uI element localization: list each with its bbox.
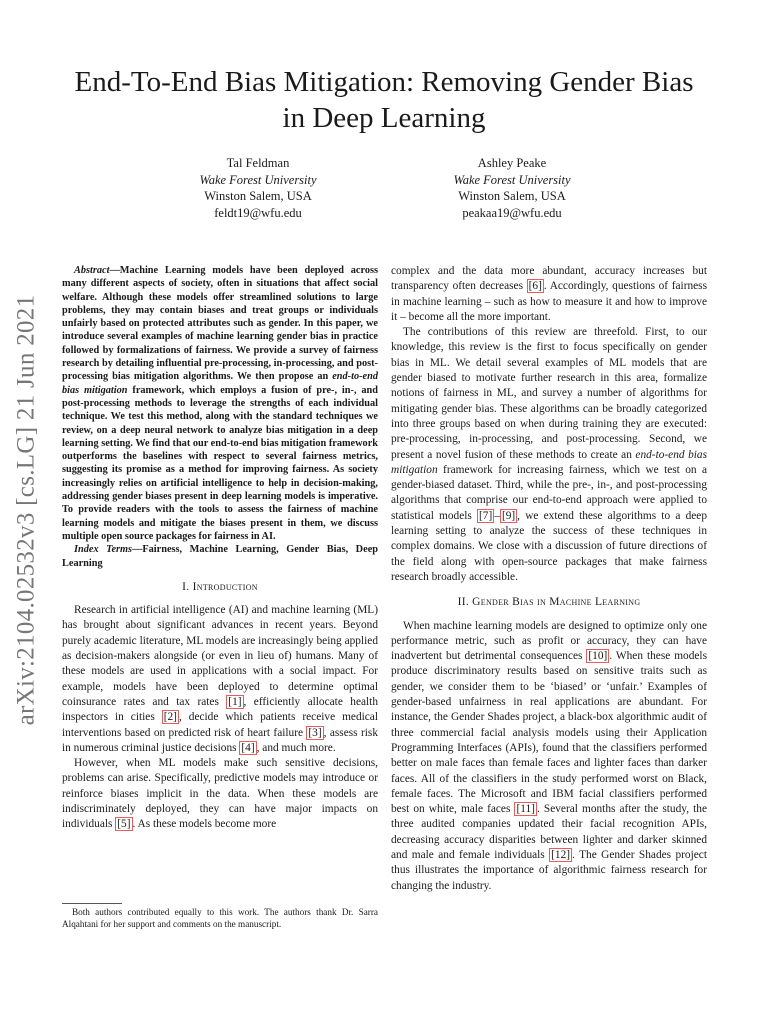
footnote-divider <box>62 903 122 904</box>
text-run: When machine learning models are designed to optimize only one performance metric, such as profit or accuracy, they can have inadvertent but detrimental consequences <box>391 619 707 663</box>
text-run: . When these models produce discriminatory results based on sensitive traits such as gender, we consider them to be ‘biased’ or ‘unfair.’ Examples of gender-based unfairness in real applications are abundant. For instance, the Gender Shades project, a black-box algorithmic audit of three commercial facial analysis models using their Application Programming Interfaces (APIs), found that the classifiers performed better on male faces than female faces and lighter faces than darker faces. All of the classifiers in the study performed worst on Black, female faces. The Microsoft and IBM facial classifiers performed best on white, male faces <box>391 650 707 816</box>
gender-bias-paragraph <box>391 619 707 894</box>
citation-link[interactable]: [7] <box>479 509 493 522</box>
citation-link[interactable]: [2] <box>163 711 177 724</box>
text-run: , efficiently allocate health inspectors in cities <box>62 695 378 724</box>
paper-title: End-To-End Bias Mitigation: Removing Gender Bias in Deep Learning <box>74 66 694 134</box>
author-location: Winston Salem, USA <box>204 189 312 203</box>
citation-link[interactable]: [10] <box>588 650 608 663</box>
arxiv-stamp <box>2 280 50 740</box>
text-run: , assess risk in numerous criminal justice decisions <box>62 726 378 754</box>
author-affiliation: Wake Forest University <box>199 172 317 187</box>
text-run: , we extend these algorithms to a deep learning setting to analyze the success of these techniques in complex domains. We close with a discussion of future directions of the field along with open-source packages that make fairness research broadly accessible. <box>391 509 707 583</box>
citation-link[interactable]: [3] <box>308 726 322 739</box>
text-run: Research in artificial intelligence (AI) and machine learning (ML) has brought about significant advances in recent years. Beyond purely academic literature, ML models are increasingly being applied as decision-makers alongside (or even in lieu of) humans. Many of these models are used in applications with a social impact. For example, models have been deployed to determine optimal coinsurance rates and tax rates <box>62 604 378 708</box>
contributions-paragraph <box>391 325 707 585</box>
emphasis: end-to-end bias mitigation <box>391 448 707 476</box>
author-block-2 <box>402 155 622 221</box>
index-terms-label: Index Terms <box>74 544 133 556</box>
citation-link[interactable]: [1] <box>228 695 242 708</box>
section-title: Introduction <box>192 580 258 593</box>
text-run: . As these models become more <box>132 818 277 831</box>
text-run: – <box>494 509 500 522</box>
author-affiliation: Wake Forest University <box>453 172 571 187</box>
citation-link[interactable]: [6] <box>528 280 542 293</box>
citation-link[interactable]: [5] <box>117 818 131 831</box>
author-email: feldt19@wfu.edu <box>214 205 302 220</box>
abstract-text-2: framework, which employs a fusion of pre-, in-, and post-processing methods to leverage the strengths of each individual technique. We test this method, along with the standard techniques we review, on a deep neural network to analyze bias mitigation in a deep learning setting. We find that our end-to-end bias mitigation framework outperforms the baselines with respect to several fairness metrics, suggesting its promise as a method for improving fairness. As society increasingly relies on artificial intelligence to help in decision-making, addressing gender biases present in deep learning models is imperative. To provide readers with the tools to assess the fairness of machine learning models and mitigate the biases present in them, we discuss multiple open source packages for fairness in AI. <box>62 384 378 542</box>
intro-paragraph-2 <box>62 756 378 832</box>
abstract-emphasis: end-to-end bias mitigation <box>62 371 378 396</box>
arxiv-stamp-text: arXiv:2104.02532v3 [cs.LG] 21 Jun 2021 <box>12 294 40 726</box>
text-run: . Accordingly, questions of fairness in machine learning – such as how to measure it and how to improve it – become all the more important. <box>391 280 708 323</box>
abstract <box>62 264 378 543</box>
section-title: Gender Bias in Machine Learning <box>472 596 641 609</box>
citation-link[interactable]: [4] <box>241 741 255 754</box>
text-run: complex and the data more abundant, accuracy increases but transparency often decreases <box>391 265 707 293</box>
section-heading-gender-bias <box>391 595 707 610</box>
intro-paragraph-3 <box>391 264 707 325</box>
citation-link[interactable]: [11] <box>516 803 535 816</box>
text-run: The contributions of this review are threefold. First, to our knowledge, this review is the first to focus specifically on gender bias in ML. We detail several examples of ML models that are gender biased to motivate further research in this area, formalize notions of fairness in ML, and survey a number of algorithms for mitigating gender bias. These algorithms can be broadly categorized into three groups based on when during training they are executed: pre-processing, in-processing, and post-processing. Second, we present a novel fusion of these methods to create an <box>391 326 707 461</box>
text-run: However, when ML models make such sensitive decisions, problems can arise. Specifically, predictive models may introduce or reinforce biases implicit in the data. When these models are indiscriminately deployed, they can have major impacts on individuals <box>62 757 378 831</box>
section-heading-introduction <box>62 580 378 595</box>
author-block-1 <box>148 155 368 221</box>
right-column <box>391 264 707 894</box>
abstract-text-1: —Machine Learning models have been deployed across many different aspects of society, often in situations that affect social welfare. Although these models offer streamlined solutions to large problems, they may contain biases and treat groups or individuals unfairly based on protected attributes such as gender. In this paper, we introduce several examples of machine learning gender bias in practice followed by formalizations of fairness. We provide a survey of fairness research by detailing influential pre-processing, in-processing, and post-processing bias mitigation algorithms. We then propose an <box>62 265 378 383</box>
text-run: , decide which patients receive medical interventions based on predicted risk of heart failure <box>62 711 378 739</box>
author-email: peakaa19@wfu.edu <box>462 205 562 220</box>
left-column <box>62 264 378 833</box>
author-name: Ashley Peake <box>477 156 547 170</box>
abstract-label: Abstract <box>74 265 110 276</box>
text-run: . Several months after the study, the three audited companies updated their facial recognition APIs, decreasing accuracy disparities between lighter and darker skinned and male and female individuals <box>391 803 707 861</box>
text-run: . The Gender Shades project thus illustrates the importance of algorithmic fairness research for changing the industry. <box>391 848 707 892</box>
index-terms <box>62 543 378 570</box>
index-terms-text: —Fairness, Machine Learning, Gender Bias, Deep Learning <box>62 544 378 569</box>
section-number: I. <box>182 580 193 593</box>
author-location: Winston Salem, USA <box>458 189 566 203</box>
intro-paragraph-1 <box>62 603 378 756</box>
section-number: II. <box>457 596 473 609</box>
citation-link[interactable]: [12] <box>551 848 571 861</box>
text-run: framework for increasing fairness, which we test on a gender-biased dataset. Third, while the pre-, in-, and post-processing algorithms that comprise our end-to-end approach were applied to statistical models <box>391 463 707 522</box>
footnote: Both authors contributed equally to this work. The authors thank Dr. Sarra Alqahtani for her support and comments on the manuscript. <box>62 907 378 929</box>
citation-link[interactable]: [9] <box>501 509 516 522</box>
text-run: , and much more. <box>256 741 336 754</box>
author-name: Tal Feldman <box>226 156 290 170</box>
